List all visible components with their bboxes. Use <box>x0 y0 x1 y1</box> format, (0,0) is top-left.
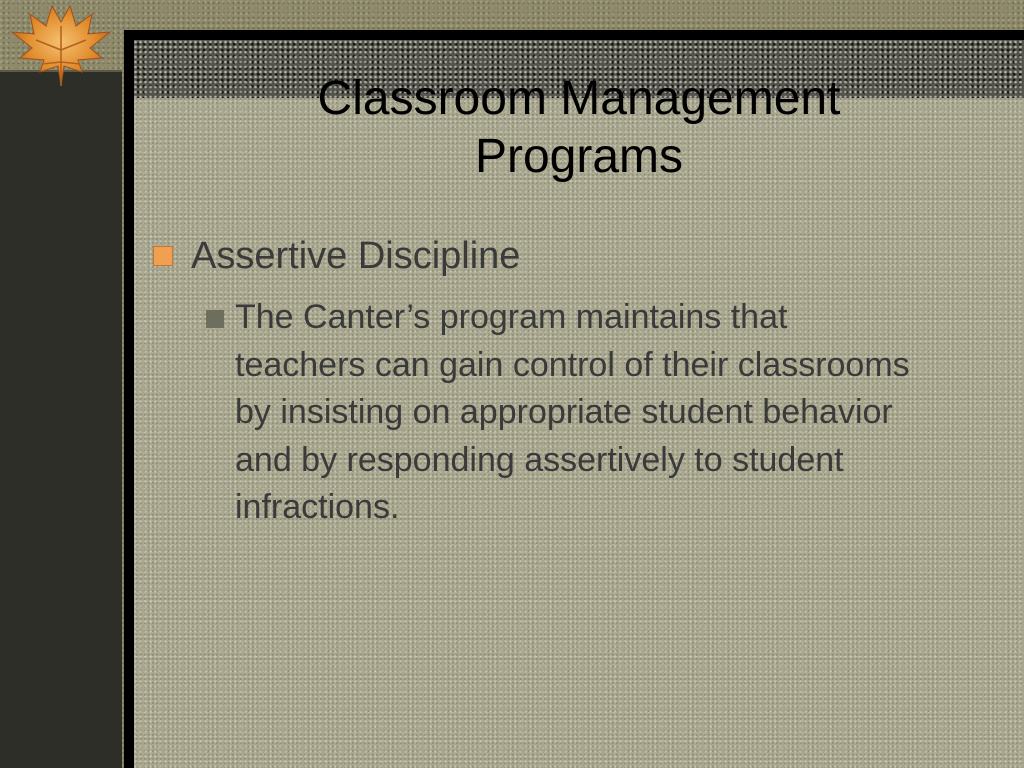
sub-bullet-square-icon <box>206 310 224 328</box>
bullet-square-icon <box>153 246 173 266</box>
bullet-level-2-text: The Canter’s program maintains that teachers can gain control of their classrooms by insisting on appropriate student behavior and by responding assertively to student infractions. <box>235 298 910 526</box>
bullet-level-1-text: Assertive Discipline <box>191 235 521 277</box>
maple-leaf-icon <box>6 0 116 88</box>
left-band <box>0 70 122 768</box>
title-line-1: Classroom Management <box>317 72 841 125</box>
title-line-2: Programs <box>474 130 684 183</box>
bullet-level-1 <box>153 232 520 280</box>
slide-title <box>134 70 1024 186</box>
